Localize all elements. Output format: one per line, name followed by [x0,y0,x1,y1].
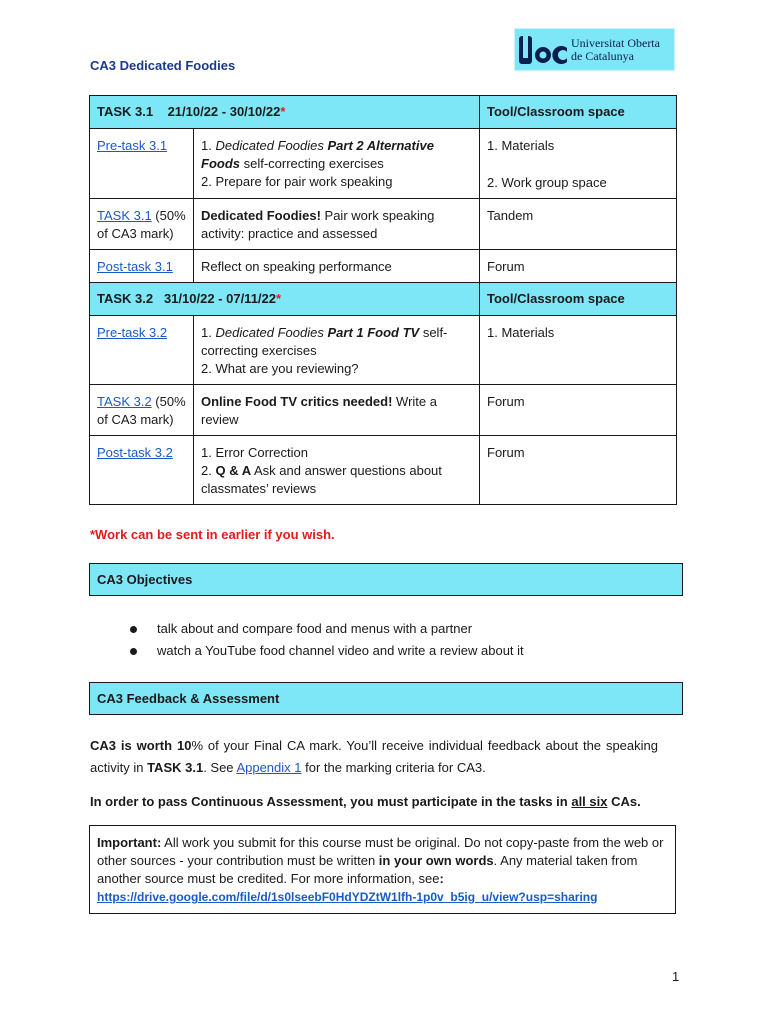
pre31-rest: self-correcting exercises [240,156,384,171]
pre31-num: 1. [201,138,216,153]
pre32-rest: self-correcting exercises [201,325,448,358]
feedback-worth: CA3 is worth 10 [90,738,192,753]
pre-task-31-link[interactable]: Pre-task 3.1 [97,138,168,153]
appendix-1-link[interactable]: Appendix 1 [236,760,302,775]
task32-label: TASK 3.2 [97,291,154,306]
task-31-link[interactable]: TASK 3.1 [97,208,152,223]
post32-bold: Q & A [215,463,252,478]
task-32-tool: Forum [480,385,677,436]
pass-requirement [90,791,658,813]
pass-text2: CAs. [607,794,641,809]
post-task-32-tool: Forum [480,436,677,505]
pre31-tool1: 1. Materials [487,138,555,153]
pre32-line2: 2. What are you reviewing? [201,361,359,376]
uoc-logo [514,28,675,71]
post-task-32-link[interactable]: Post-task 3.2 [97,445,173,460]
task32-rest: Write a review [201,394,437,427]
task32-star: * [276,291,282,306]
task32-header [90,283,480,316]
task31-weight: (50% of CA3 mark) [97,208,186,241]
logo-wordmark [571,37,660,63]
table-row [90,199,677,250]
task31-dates: 21/10/22 - 30/10/22 [167,104,281,119]
task31-rest: Pair work speaking activity: practice and assessed [201,208,435,241]
pre-task-32-tool: 1. Materials [480,316,677,385]
submission-note: *Work can be sent in earlier if you wish. [90,527,335,542]
pass-text1: In order to pass Continuous Assessment, you must participate in the tasks in [90,794,572,809]
post32-rest: Ask and answer questions about classmates’ reviews [201,463,442,496]
task32-bold: Online Food TV critics needed! [201,394,393,409]
document-title: CA3 Dedicated Foodies [90,58,236,73]
feedback-paragraph [90,735,658,779]
task31-header [90,96,480,129]
task-31-desc [194,199,480,250]
pre31-bold: Part 2 Alternative Foods [201,138,434,171]
task31-star: * [280,104,286,119]
pre32-bold: Part 1 Food TV [323,325,420,340]
pass-underline: all six [571,794,608,809]
task-32-desc [194,385,480,436]
important-colon: : [439,871,444,886]
task31-bold: Dedicated Foodies! [201,208,321,223]
post-task-32-desc [194,436,480,505]
feedback-text2: . See [203,760,237,775]
logo-line1: Universitat Oberta [571,35,660,50]
task31-tool-header: Tool/Classroom space [480,96,677,129]
post-task-31-desc: Reflect on speaking performance [194,250,480,283]
task31-header-row [90,96,677,129]
post32-num: 2. [201,463,216,478]
pre-task-31-desc [194,129,480,199]
page-number: 1 [672,969,680,984]
pre31-tool2: 2. Work group space [487,175,607,190]
feedback-text3: for the marking criteria for CA3. [301,760,486,775]
objectives-list [130,618,524,662]
table-row [90,250,677,283]
objectives-heading: CA3 Objectives [89,563,683,596]
uoc-mark [518,33,568,67]
logo-line2: de Catalunya [571,48,634,63]
task32-weight: (50% of CA3 mark) [97,394,186,427]
list-item: talk about and compare food and menus with a partner [130,618,524,640]
pre-task-32-link[interactable]: Pre-task 3.2 [97,325,168,340]
post32-line1: 1. Error Correction [201,445,308,460]
feedback-text1: % of your Final CA mark. You’ll receive individual feedback about the speaking activity in [90,738,658,775]
important-label: Important: [97,835,162,850]
post-task-31-tool: Forum [480,250,677,283]
post-task-31-link[interactable]: Post-task 3.1 [97,259,173,274]
pre31-line2: 2. Prepare for pair work speaking [201,174,393,189]
tasks-table [89,95,677,505]
task31-label: TASK 3.1 [97,104,154,119]
important-box [89,825,676,914]
pre31-italic: Dedicated Foodies [215,138,324,153]
pre32-italic: Dedicated Foodies [215,325,324,340]
task32-dates: 31/10/22 - 07/11/22 [163,291,276,306]
drive-link[interactable]: https://drive.google.com/file/d/1s0lseebF0HdYDZtW1lfh-1p0v_b5ig_u/view?usp=sharing [97,890,598,904]
task-32-link[interactable]: TASK 3.2 [97,394,152,409]
important-text1: All work you submit for this course must be original. Do not copy-paste from the web or other sources - your contribution must be written [97,835,664,868]
task-31-tool: Tandem [480,199,677,250]
important-bold: in your own words [378,853,494,868]
pre-task-32-desc [194,316,480,385]
pre-task-31-tools [480,129,677,199]
feedback-task: TASK 3.1 [147,760,204,775]
table-row [90,436,677,505]
table-row [90,129,677,199]
task32-header-row [90,283,677,316]
list-item: watch a YouTube food channel video and write a review about it [130,640,524,662]
task32-tool-header: Tool/Classroom space [480,283,677,316]
table-row [90,316,677,385]
feedback-heading: CA3 Feedback & Assessment [89,682,683,715]
table-row [90,385,677,436]
important-text2: . Any material taken from another source must be credited. For more information, see [97,853,638,886]
pre32-num: 1. [201,325,216,340]
